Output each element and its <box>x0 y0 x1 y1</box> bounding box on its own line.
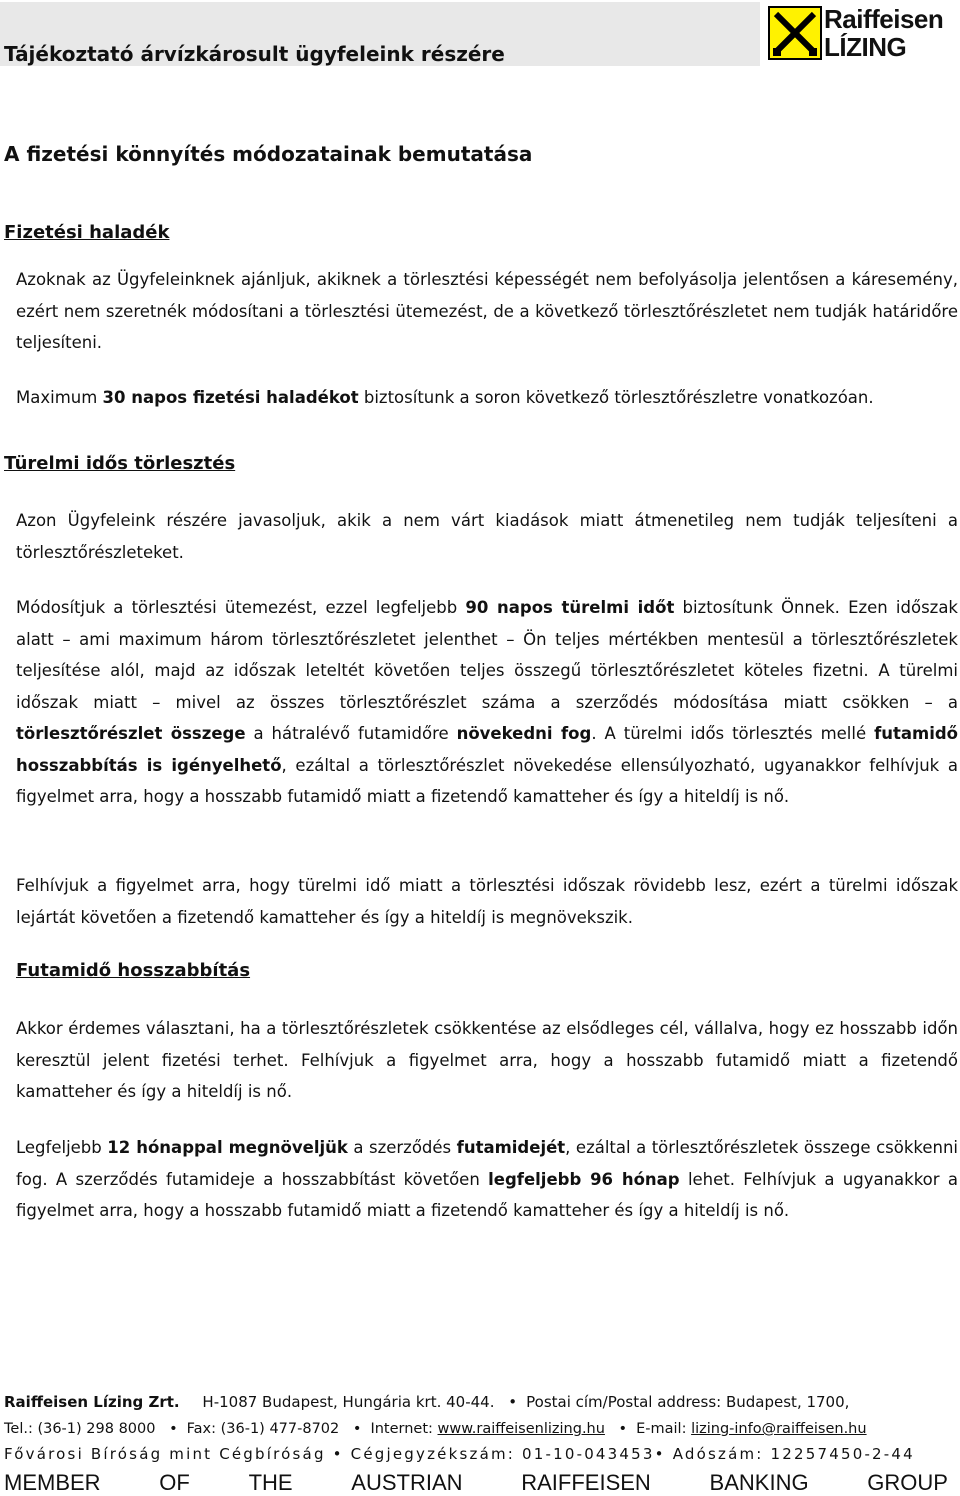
section-heading-futamido: Futamidő hosszabbítás <box>16 960 251 981</box>
section-heading-turelmi: Türelmi idős törlesztés <box>4 453 236 474</box>
raiffeisen-logo <box>764 2 958 66</box>
member-word: THE <box>248 1470 293 1495</box>
main-heading: A fizetési könnyítés módozatainak bemutatása <box>4 142 533 166</box>
paragraph-turelmi-intro: Azon Ügyfeleink részére javasoljuk, akik a nem várt kiadások miatt átmenetileg nem tudják teljesíteni a törlesztőrészleteket. <box>16 511 958 562</box>
footer-fax: Fax: (36-1) 477-8702 <box>186 1421 340 1437</box>
footer-postal: Postai cím/Postal address: Budapest, 1700, <box>526 1393 850 1411</box>
page-title: Tájékoztató árvízkárosult ügyfeleink részére <box>4 42 505 66</box>
paragraph-futamido-detail: Legfeljebb 12 hónappal megnöveljük a szerződés futamidejét, ezáltal a törlesztőrészletek összege csökkenni fog. A szerződés futamideje a hosszabbítást követően legfeljebb 96 hónap lehet. Felhívjuk a ugyanakkor a figyelmet arra, hogy a hosszabb futamidő miatt a fizetendő kamatteher és így a hiteldíj is nő. <box>16 1138 959 1220</box>
footer-taxno: Adószám: 12257450-2-44 <box>672 1445 915 1463</box>
gable-cross-logo-icon <box>768 6 822 60</box>
member-word: GROUP <box>867 1470 948 1495</box>
footer-regno: Cégjegyzékszám: 01-10-043453 <box>350 1445 655 1463</box>
footer-line-company: Raiffeisen Lízing Zrt. H-1087 Budapest, Hungária krt. 40-44. • Postai cím/Postal address: Budapest, 1700, <box>4 1393 850 1411</box>
logo-text-raiffeisen: Raiffeisen <box>824 4 944 34</box>
member-word: RAIFFEISEN <box>521 1470 651 1495</box>
footer-member-line <box>4 1470 948 1496</box>
paragraph-haladek-max: Maximum 30 napos fizetési haladékot biztosítunk a soron következő törlesztőrészletre vonatkozóan. <box>16 388 874 407</box>
member-word: OF <box>159 1470 190 1495</box>
footer-address: H-1087 Budapest, Hungária krt. 40-44. <box>202 1393 495 1411</box>
footer-company: Raiffeisen Lízing Zrt. <box>4 1393 180 1411</box>
footer-court: Fővárosi Bíróság mint Cégbíróság <box>4 1445 326 1463</box>
section-heading-fizetesi-haladek: Fizetési haladék <box>4 222 170 243</box>
member-word: MEMBER <box>4 1470 101 1495</box>
footer-website-link[interactable]: www.raiffeisenlizing.hu <box>437 1421 605 1437</box>
footer-email-link[interactable]: lizing-info@raiffeisen.hu <box>691 1421 867 1437</box>
footer-line-contact: Tel.: (36-1) 298 8000 • Fax: (36-1) 477-8702 • Internet: www.raiffeisenlizing.hu • E-mail: lizing-info@raiffeisen.hu <box>4 1421 867 1437</box>
header-bar <box>0 2 760 66</box>
member-word: BANKING <box>709 1470 809 1495</box>
member-word: AUSTRIAN <box>351 1470 463 1495</box>
logo-text-lizing: LÍZING <box>824 32 907 62</box>
paragraph-turelmi-detail: Módosítjuk a törlesztési ütemezést, ezzel legfeljebb 90 napos türelmi időt biztosítunk Önnek. Ezen időszak alatt – ami maximum három törlesztőrészletet jelenthet – Ön teljes mértékben mentesül a törlesztőrészletek teljesítése alól, majd az időszak leteltét követően teljes összegű törlesztőrészletet köteles fizetni. A türelmi időszak miatt – mivel az összes törlesztőrészlet száma a szerződés módosítása miatt csökken – a törlesztőrészlet összege a hátralévő futamidőre növekedni fog. A türelmi idős törlesztés mellé futamidő hosszabbítás is igényelhető, ezáltal a törlesztőrészlet növekedése ellensúlyozható, ugyanakkor felhívjuk a figyelmet arra, hogy a hosszabb futamidő miatt a fizetendő kamatteher és így a hiteldíj is nő. <box>16 598 959 806</box>
footer-tel: Tel.: (36-1) 298 8000 <box>4 1421 156 1437</box>
footer-line-registry: Fővárosi Bíróság mint Cégbíróság • Cégjegyzékszám: 01-10-043453• Adószám: 12257450-2-44 <box>4 1445 915 1463</box>
paragraph-haladek-intro: Azoknak az Ügyfeleinknek ajánljuk, akiknek a törlesztési képességét nem befolyásolja jelentősen a káresemény, ezért nem szeretnék módosítani a törlesztési ütemezést, de a következő törlesztőrészletet nem tudják határidőre teljesíteni. <box>16 270 958 352</box>
paragraph-turelmi-note: Felhívjuk a figyelmet arra, hogy türelmi idő miatt a törlesztési időszak rövidebb lesz, ezért a türelmi időszak lejártát követően a fizetendő kamatteher és így a hiteldíj is megnövekszik. <box>16 876 958 927</box>
paragraph-futamido-intro: Akkor érdemes választani, ha a törlesztőrészletek csökkentése az elsődleges cél, vállalva, hogy ez hosszabb időn keresztül jelent fizetési terhet. Felhívjuk a figyelmet arra, hogy a hosszabb futamidő miatt a fizetendő kamatteher és így a hiteldíj is nő. <box>16 1019 958 1101</box>
